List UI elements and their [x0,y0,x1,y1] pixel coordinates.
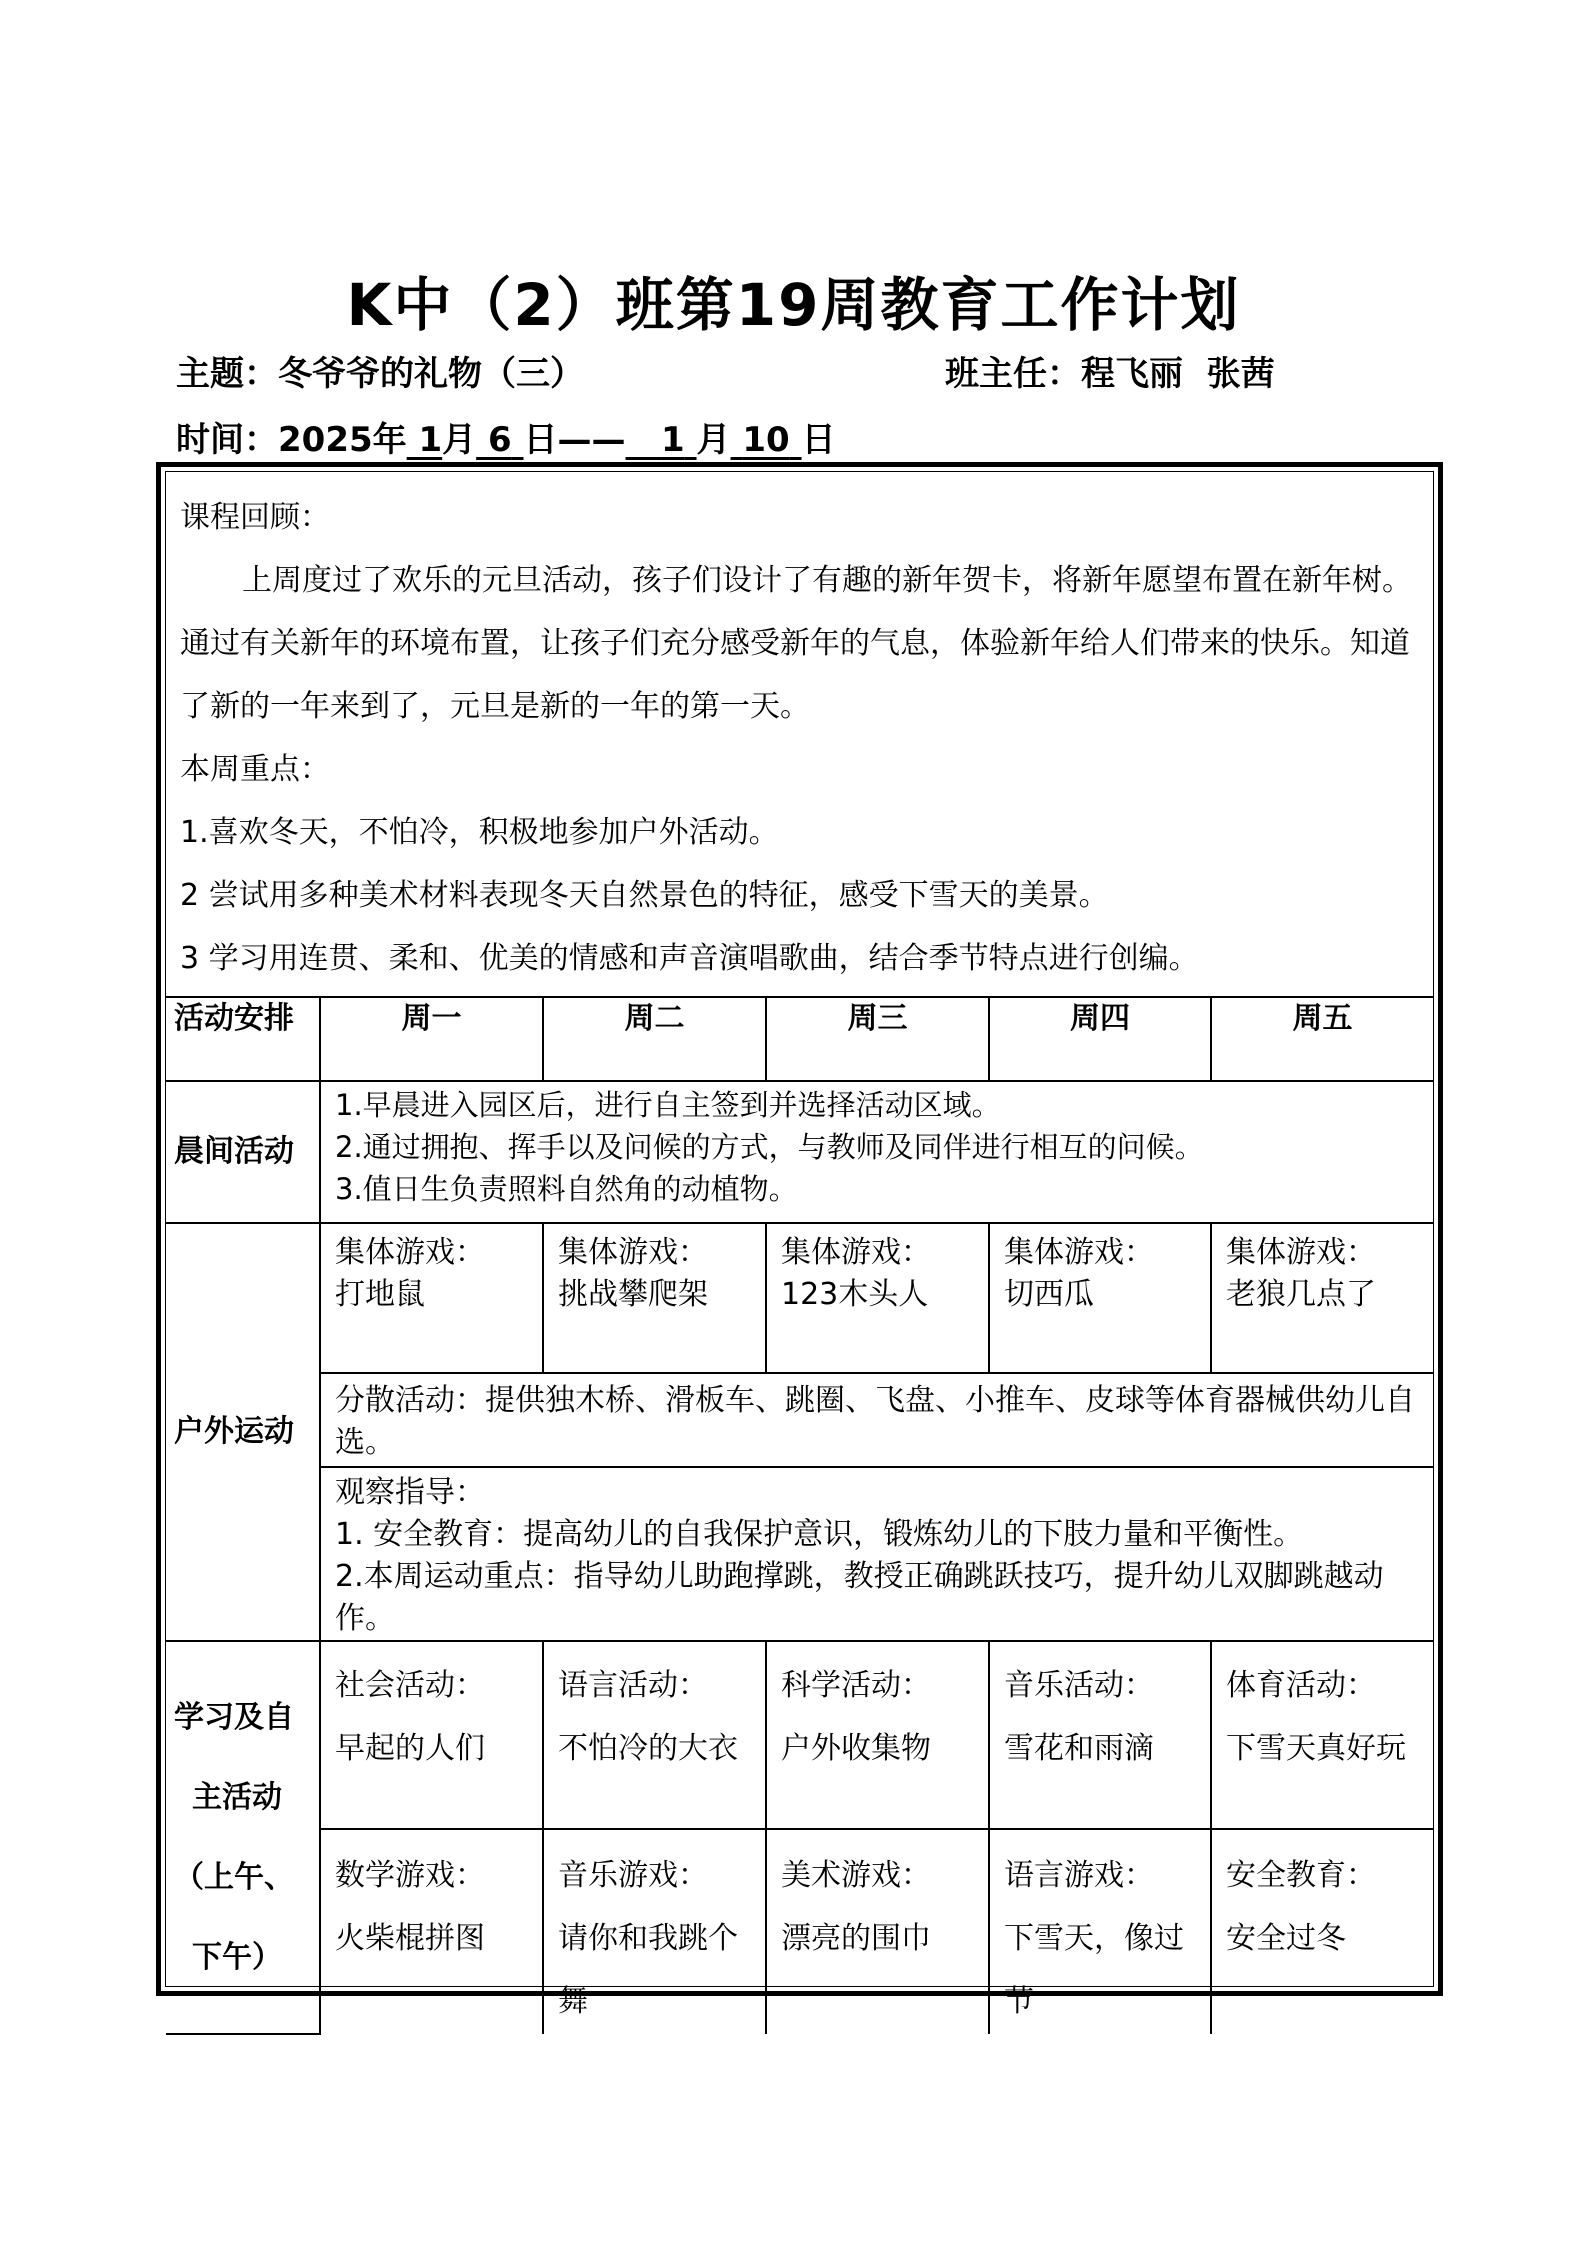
theme-label: 主题： [176,354,278,394]
focus-item: 2 尝试用多种美术材料表现冬天自然景色的特征，感受下雪天的美景。 [180,878,1109,913]
teacher-line [945,346,1275,395]
plan-table [166,472,1433,2035]
plan-frame [156,462,1443,2019]
teacher-names: 程飞丽 张茜 [1081,354,1275,394]
morning-item: 1.早晨进入园区后，进行自主签到并选择活动区域。 [335,1088,1001,1122]
study-row-2 [166,1829,1433,2034]
study-activity-fri: 体育活动： 下雪天真好玩 [1211,1641,1433,1829]
morning-label: 晨间活动 [166,1081,320,1223]
outdoor-game-fri: 集体游戏： 老狼几点了 [1211,1223,1433,1373]
year-value: 2025 [278,420,373,460]
guide-heading: 观察指导： [335,1475,485,1510]
review-cell [166,472,1433,997]
day-header-fri: 周五 [1211,997,1433,1081]
time-line: 时间：2025年 1月 6 日—— 1 月 10 日 [176,420,836,460]
focus-heading: 本周重点： [180,752,330,787]
study-activity-wed: 科学活动： 户外收集物 [766,1641,989,1829]
study-activity-thu: 音乐活动： 雪花和雨滴 [989,1641,1211,1829]
outdoor-guide-row [166,1467,1433,1641]
page-title: K中（2）班第19周教育工作计划 [346,271,1241,339]
outdoor-game-thu: 集体游戏： 切西瓜 [989,1223,1211,1373]
theme-value: 冬爷爷的礼物（三） [278,354,584,394]
date-dash: —— [557,420,626,460]
start-month: 1 [418,420,443,460]
study-game-thu: 语言游戏： 下雪天，像过节 [989,1829,1211,2034]
time-label: 时间： [176,420,278,460]
day-header-thu: 周四 [989,997,1211,1081]
study-row-1 [166,1641,1433,1829]
study-activity-mon: 社会活动： 早起的人们 [320,1641,543,1829]
outdoor-game-mon: 集体游戏： 打地鼠 [320,1223,543,1373]
study-game-mon: 数学游戏： 火柴棍拼图 [320,1829,543,2034]
focus-item: 3 学习用连贯、柔和、优美的情感和声音演唱歌曲，结合季节特点进行创编。 [180,941,1199,976]
schedule-header-row [166,997,1433,1081]
day-header-tue: 周二 [543,997,766,1081]
schedule-header-label: 活动安排 [166,997,320,1081]
review-row [166,472,1433,997]
outdoor-guide [320,1467,1433,1641]
morning-item: 2.通过拥抱、挥手以及问候的方式，与教师及同伴进行相互的问候。 [335,1130,1204,1164]
guide-item: 2.本周运动重点：指导幼儿助跑撑跳，教授正确跳跃技巧，提升幼儿双脚跳越动作。 [335,1559,1384,1636]
outdoor-game-tue: 集体游戏： 挑战攀爬架 [543,1223,766,1373]
review-text: 上周度过了欢乐的元旦活动，孩子们设计了有趣的新年贺卡，将新年愿望布置在新年树。通过有关新年的环境布置，让孩子们充分感受新年的气息，体验新年给人们带来的快乐。知道了新的一年来到了，元旦是新的一年的第一天。 [180,563,1412,724]
morning-row [166,1081,1433,1223]
day-header-wed: 周三 [766,997,989,1081]
morning-content [320,1081,1433,1223]
start-day: 6 [488,420,512,460]
study-game-tue: 音乐游戏： 请你和我跳个舞 [543,1829,766,2034]
theme-line [176,346,584,395]
outdoor-game-wed: 集体游戏： 123木头人 [766,1223,989,1373]
outdoor-scatter: 分散活动：提供独木桥、滑板车、跳圈、飞盘、小推车、皮球等体育器械供幼儿自选。 [320,1373,1433,1467]
day-header-mon: 周一 [320,997,543,1081]
review-heading: 课程回顾： [180,500,330,535]
study-game-fri: 安全教育： 安全过冬 [1211,1829,1433,2034]
study-activity-tue: 语言活动： 不怕冷的大衣 [543,1641,766,1829]
outdoor-scatter-row [166,1373,1433,1467]
end-month: 1 [661,420,685,460]
study-game-wed: 美术游戏： 漂亮的围巾 [766,1829,989,2034]
end-day: 10 [742,420,790,460]
outdoor-label: 户外运动 [166,1223,320,1641]
teacher-label: 班主任： [945,354,1081,394]
study-label: 学习及自 主活动 （上午、 下午） [166,1641,320,2034]
guide-item: 1. 安全教育：提高幼儿的自我保护意识，锻炼幼儿的下肢力量和平衡性。 [335,1517,1304,1552]
focus-item: 1.喜欢冬天，不怕冷，积极地参加户外活动。 [180,815,779,850]
morning-item: 3.值日生负责照料自然角的动植物。 [335,1172,798,1206]
outdoor-games-row [166,1223,1433,1373]
